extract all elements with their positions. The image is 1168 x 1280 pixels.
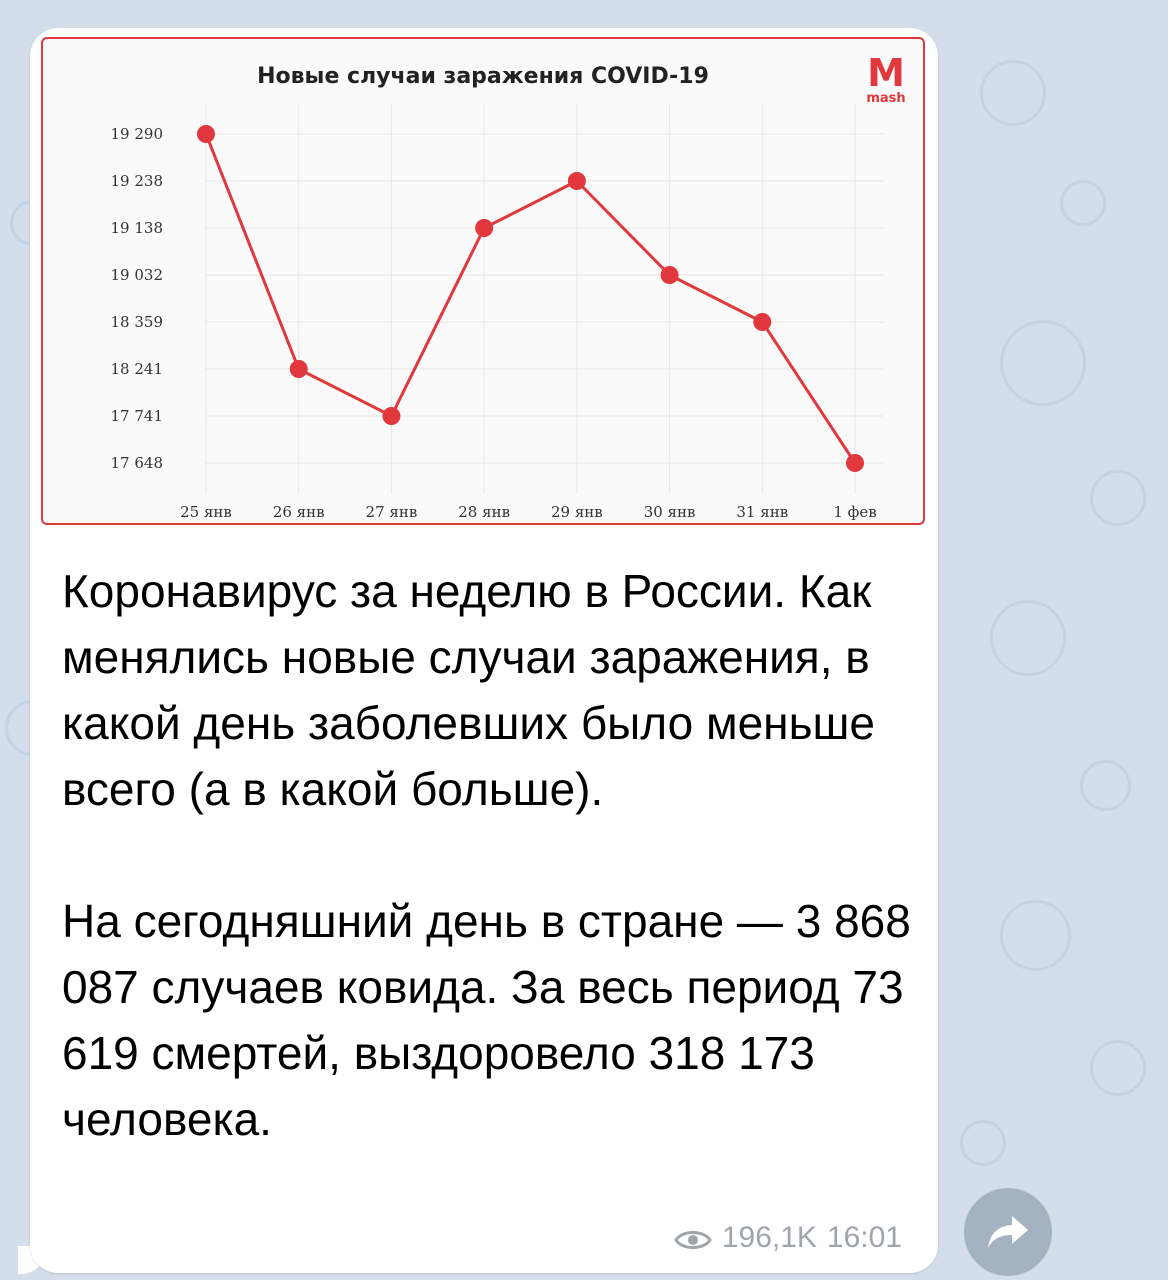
views-count: 196,1K bbox=[721, 1221, 817, 1254]
message-bubble[interactable] bbox=[30, 28, 938, 1273]
wallpaper-doodle bbox=[1080, 760, 1131, 811]
mash-logo bbox=[861, 53, 911, 109]
data-point bbox=[846, 454, 864, 472]
y-tick-label: 18 241 bbox=[110, 360, 163, 378]
x-tick-label: 29 янв bbox=[550, 503, 603, 521]
x-tick-label: 30 янв bbox=[643, 503, 696, 521]
message-time: 16:01 bbox=[826, 1221, 902, 1254]
y-tick-label: 19 138 bbox=[110, 219, 163, 237]
y-tick-label: 19 032 bbox=[110, 266, 163, 284]
logo-mark: M bbox=[867, 51, 905, 95]
wallpaper-doodle bbox=[1090, 1040, 1146, 1096]
y-tick-label: 17 741 bbox=[110, 407, 163, 425]
series-line bbox=[206, 134, 855, 463]
message-text: Коронавирус за неделю в России. Как менялись новые случаи заражения, в какой день заболевших было меньше всего (а в какой больше). На сегодняшний день в стране — 3 868 087 случаев ковида. За весь период 73 619 смертей, выздоровело 318 173 человека. bbox=[62, 565, 911, 1145]
x-tick-label: 1 фев bbox=[833, 503, 877, 521]
message-meta bbox=[674, 1221, 902, 1255]
wallpaper-doodle bbox=[980, 60, 1046, 126]
y-tick-label: 19 290 bbox=[110, 125, 163, 143]
data-point bbox=[197, 125, 215, 143]
forward-button[interactable] bbox=[964, 1188, 1052, 1276]
data-point bbox=[382, 407, 400, 425]
x-tick-label: 28 янв bbox=[458, 503, 511, 521]
line-chart bbox=[43, 39, 923, 523]
data-point bbox=[661, 266, 679, 284]
eye-icon bbox=[674, 1226, 712, 1250]
wallpaper-doodle bbox=[990, 600, 1066, 676]
x-tick-label: 25 янв bbox=[180, 503, 232, 521]
x-tick-label: 31 янв bbox=[736, 503, 789, 521]
chart-title: Новые случаи заражения COVID-19 bbox=[257, 64, 709, 89]
chart-image[interactable] bbox=[41, 37, 925, 525]
data-point bbox=[568, 172, 586, 190]
y-tick-label: 17 648 bbox=[110, 454, 163, 472]
data-point bbox=[290, 360, 308, 378]
x-tick-label: 26 янв bbox=[272, 503, 325, 521]
data-point bbox=[753, 313, 771, 331]
data-point bbox=[475, 219, 493, 237]
wallpaper-doodle bbox=[1000, 320, 1086, 406]
forward-arrow-icon bbox=[986, 1212, 1030, 1252]
wallpaper-doodle bbox=[1000, 900, 1071, 971]
wallpaper-doodle bbox=[1090, 470, 1146, 526]
y-tick-label: 18 359 bbox=[110, 313, 163, 331]
x-tick-label: 27 янв bbox=[365, 503, 418, 521]
logo-text: mash bbox=[866, 91, 906, 106]
y-tick-label: 19 238 bbox=[110, 172, 163, 190]
wallpaper-doodle bbox=[1060, 180, 1106, 226]
wallpaper-doodle bbox=[960, 1120, 1006, 1166]
